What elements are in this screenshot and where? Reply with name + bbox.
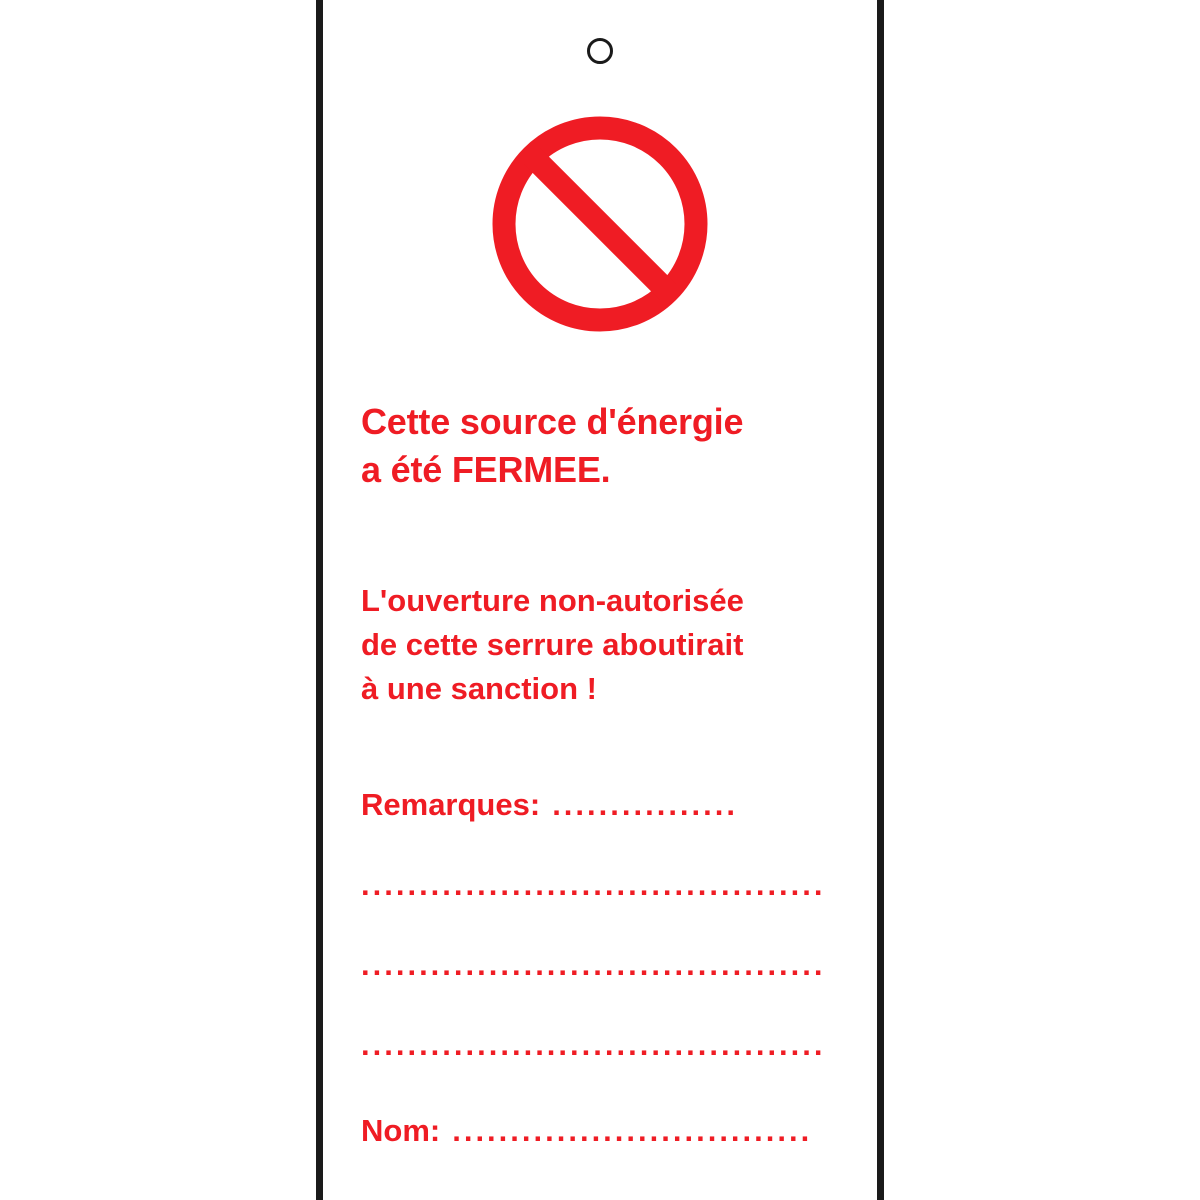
name-label: Nom: xyxy=(361,1113,441,1149)
tag-hole xyxy=(587,38,613,64)
headline xyxy=(361,398,853,493)
remarks-write-line[interactable]: ................ xyxy=(552,787,738,823)
headline-line-1: Cette source d'énergie xyxy=(361,401,744,442)
name-write-line[interactable]: ............................... xyxy=(452,1113,813,1149)
remarks-write-line-3[interactable]: ........................................ xyxy=(361,947,826,983)
safety-tag xyxy=(316,0,884,1200)
warning-line-2: de cette serrure aboutirait xyxy=(361,627,744,663)
remarks-write-line-2[interactable]: ........................................ xyxy=(361,867,826,903)
prohibition-icon xyxy=(488,112,712,336)
tag-text-block xyxy=(361,398,853,1149)
remarks-label: Remarques: xyxy=(361,787,541,823)
headline-line-2: a été FERMEE. xyxy=(361,448,611,490)
remarks-field xyxy=(361,787,853,1063)
warning-text xyxy=(361,579,853,711)
warning-line-1: L'ouverture non-autorisée xyxy=(361,583,744,619)
remarks-row xyxy=(361,787,853,823)
name-field xyxy=(361,1113,853,1149)
warning-line-3: à une sanction ! xyxy=(361,671,597,707)
remarks-write-line-4[interactable]: ........................................ xyxy=(361,1027,826,1063)
